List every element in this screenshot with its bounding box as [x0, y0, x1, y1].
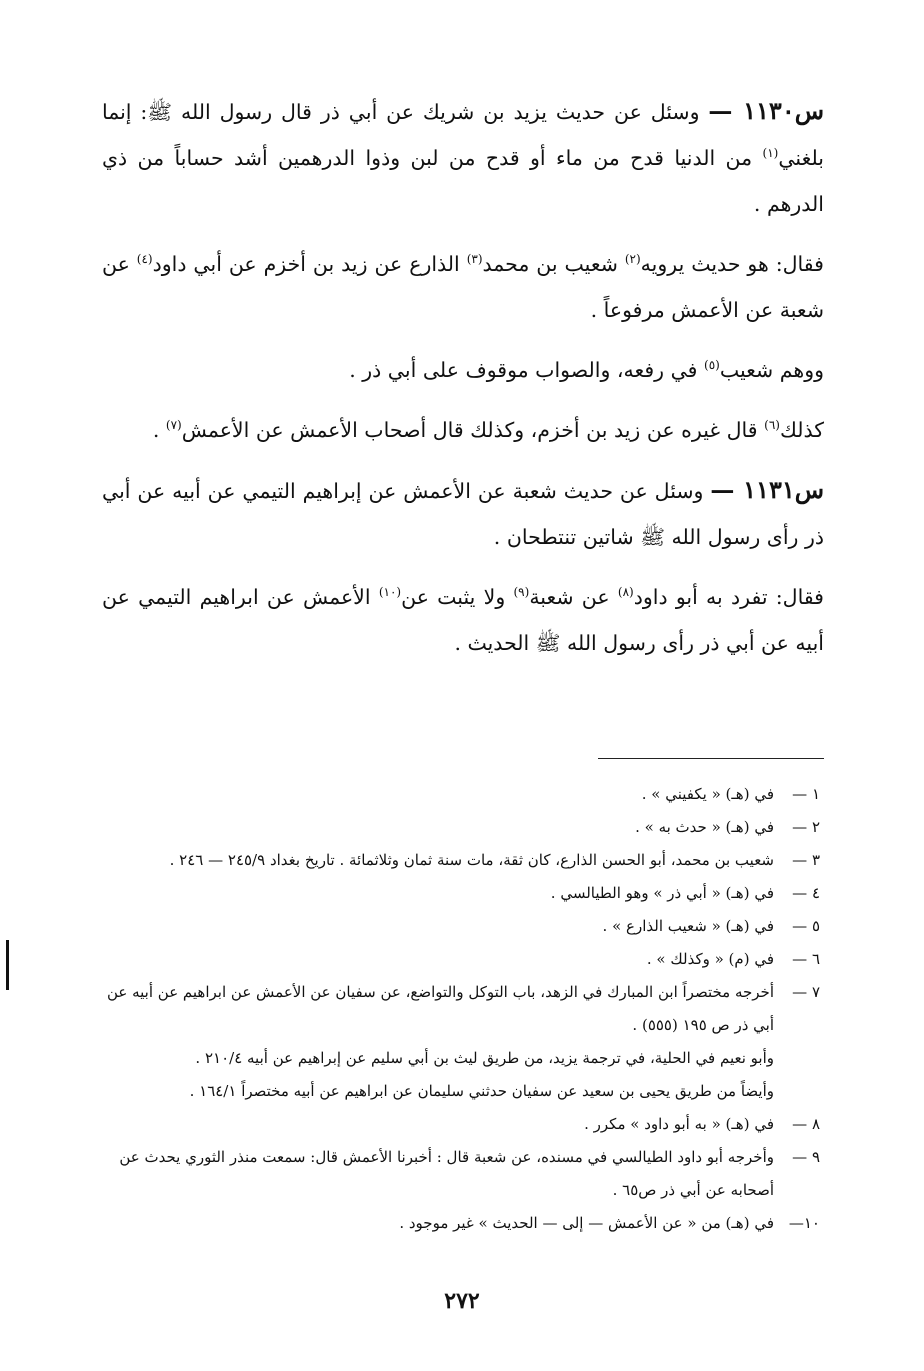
footnote-number: ٥ — [792, 917, 820, 935]
paragraph-text: في رفعه، والصواب موقوف على أبي ذر . [349, 358, 705, 382]
footnote-ref[interactable]: (٦) [764, 418, 780, 433]
footnote-2 [100, 811, 820, 844]
question-1130 [102, 88, 824, 227]
footnote-10 [100, 1207, 820, 1240]
footnote-number: ١٠— [788, 1214, 820, 1232]
footnote-text: وأخرجه أبو داود الطيالسي في مسنده، عن شعبة قال : أخبرنا الأعمش قال: سمعت منذر الثوري يحدث عن أصحابه عن أبي ذر ص٦٥ . [119, 1148, 774, 1199]
paragraph-text: . [152, 418, 166, 442]
answer-text: فقال: هو حديث يرويه [640, 252, 824, 276]
footnote-7-continuation: وأيضاً من طريق يحيى بن سعيد عن سفيان حدثني سليمان عن ابراهيم عن أبيه مختصراً ١٦٤/١ . [189, 1082, 774, 1100]
footnote-text: أخرجه مختصراً ابن المبارك في الزهد، باب التوكل والتواضع، عن سفيان عن الأعمش عن ابراهيم عن أبيه عن أبي ذر ص ١٩٥ (٥٥٥) . [106, 983, 774, 1034]
footnote-8 [100, 1108, 820, 1141]
footnote-text: في (هـ) « شعيب الذارع » . [602, 917, 774, 935]
kadhalik-paragraph [102, 407, 824, 453]
question-text: وسئل عن حديث شعبة عن الأعمش عن إبراهيم التيمي عن أبيه عن أبي ذر رأى رسول الله ﷺ شاتين تنتطحان . [102, 479, 824, 549]
scan-edge-mark [6, 940, 9, 990]
page-number: ٢٧٢ [444, 1288, 480, 1314]
footnote-number: ١ — [792, 785, 820, 803]
footnote-number: ٢ — [792, 818, 820, 836]
footnote-text: في (هـ) « حدث به » . [635, 818, 774, 836]
footnote-ref[interactable]: (٣) [466, 252, 483, 267]
footnote-7-continuation: وأبو نعيم في الحلية، في ترجمة يزيد، من طريق ليث بن أبي سليم عن إبراهيم عن أبيه ٢١٠/٤ . [195, 1049, 774, 1067]
footnote-ref[interactable]: (١) [762, 146, 779, 161]
answer-text: عن شعبة [529, 585, 618, 609]
answer-text: عن شعبة عن الأعمش مرفوعاً . [102, 252, 824, 322]
main-text-body [102, 88, 824, 680]
footnote-divider [598, 758, 824, 759]
footnote-number: ٤ — [792, 884, 820, 902]
paragraph-text: قال غيره عن زيد بن أخزم، وكذلك قال أصحاب الأعمش عن الأعمش [181, 418, 765, 442]
footnote-ref[interactable]: (٨) [617, 585, 634, 600]
answer-text: ولا يثبت عن [401, 585, 514, 609]
answer-1131 [102, 574, 824, 666]
footnote-text: في (هـ) « به أبو داود » مكرر . [584, 1115, 774, 1133]
footnote-ref[interactable]: (٤) [136, 252, 153, 267]
answer-text: فقال: تفرد به أبو داود [633, 585, 824, 609]
answer-text: الأعمش عن ابراهيم التيمي عن أبيه عن أبي ذر رأى رسول الله ﷺ الحديث . [102, 585, 824, 655]
question-number: س١١٣١ — [710, 475, 825, 504]
footnote-ref[interactable]: (٧) [165, 418, 182, 433]
footnote-number: ٩ — [792, 1148, 820, 1166]
footnote-text: في (هـ) « يكفيني » . [641, 785, 774, 803]
footnote-1 [100, 778, 820, 811]
wahm-paragraph [102, 347, 824, 393]
paragraph-text: ووهم شعيب [719, 358, 824, 382]
footnote-9 [100, 1141, 820, 1207]
footnote-3 [100, 844, 820, 877]
answer-1130 [102, 241, 824, 333]
footnote-text: في (هـ) من « عن الأعمش — إلى — الحديث » غير موجود . [399, 1214, 774, 1232]
footnote-number: ٧ — [792, 983, 820, 1001]
paragraph-text: كذلك [779, 418, 824, 442]
footnote-number: ٦ — [792, 950, 820, 968]
answer-text: شعيب بن محمد [482, 252, 625, 276]
footnote-7 [100, 976, 820, 1042]
footnote-text: في (م) « وكذلك » . [646, 950, 774, 968]
footnote-number: ٨ — [792, 1115, 820, 1133]
footnote-text: في (هـ) « أبي ذر » وهو الطيالسي . [550, 884, 774, 902]
footnotes-section [100, 778, 820, 1240]
question-text: وسئل عن حديث يزيد بن شريك عن أبي ذر قال رسول الله ﷺ: إنما بلغني [102, 100, 824, 170]
footnote-6 [100, 943, 820, 976]
footnote-number: ٣ — [792, 851, 820, 869]
question-number: س١١٣٠ — [708, 96, 824, 125]
footnote-ref[interactable]: (٢) [624, 252, 641, 267]
question-text: من الدنيا قدح من ماء أو قدح من لبن وذوا الدرهمين أشد حساباً من ذي الدرهم . [102, 146, 824, 216]
footnote-5 [100, 910, 820, 943]
question-1131 [102, 467, 824, 560]
footnote-ref[interactable]: (٥) [704, 358, 720, 373]
footnote-4 [100, 877, 820, 910]
footnote-text: شعيب بن محمد، أبو الحسن الذارع، كان ثقة، مات سنة ثمان وثلاثمائة . تاريخ بغداد ٢٤٥/٩ — ٢٤٦ . [169, 851, 774, 869]
footnote-ref[interactable]: (٩) [513, 585, 530, 600]
answer-text: الذارع عن زيد بن أخزم عن أبي داود [152, 252, 467, 276]
footnote-ref[interactable]: (١٠) [378, 585, 402, 600]
